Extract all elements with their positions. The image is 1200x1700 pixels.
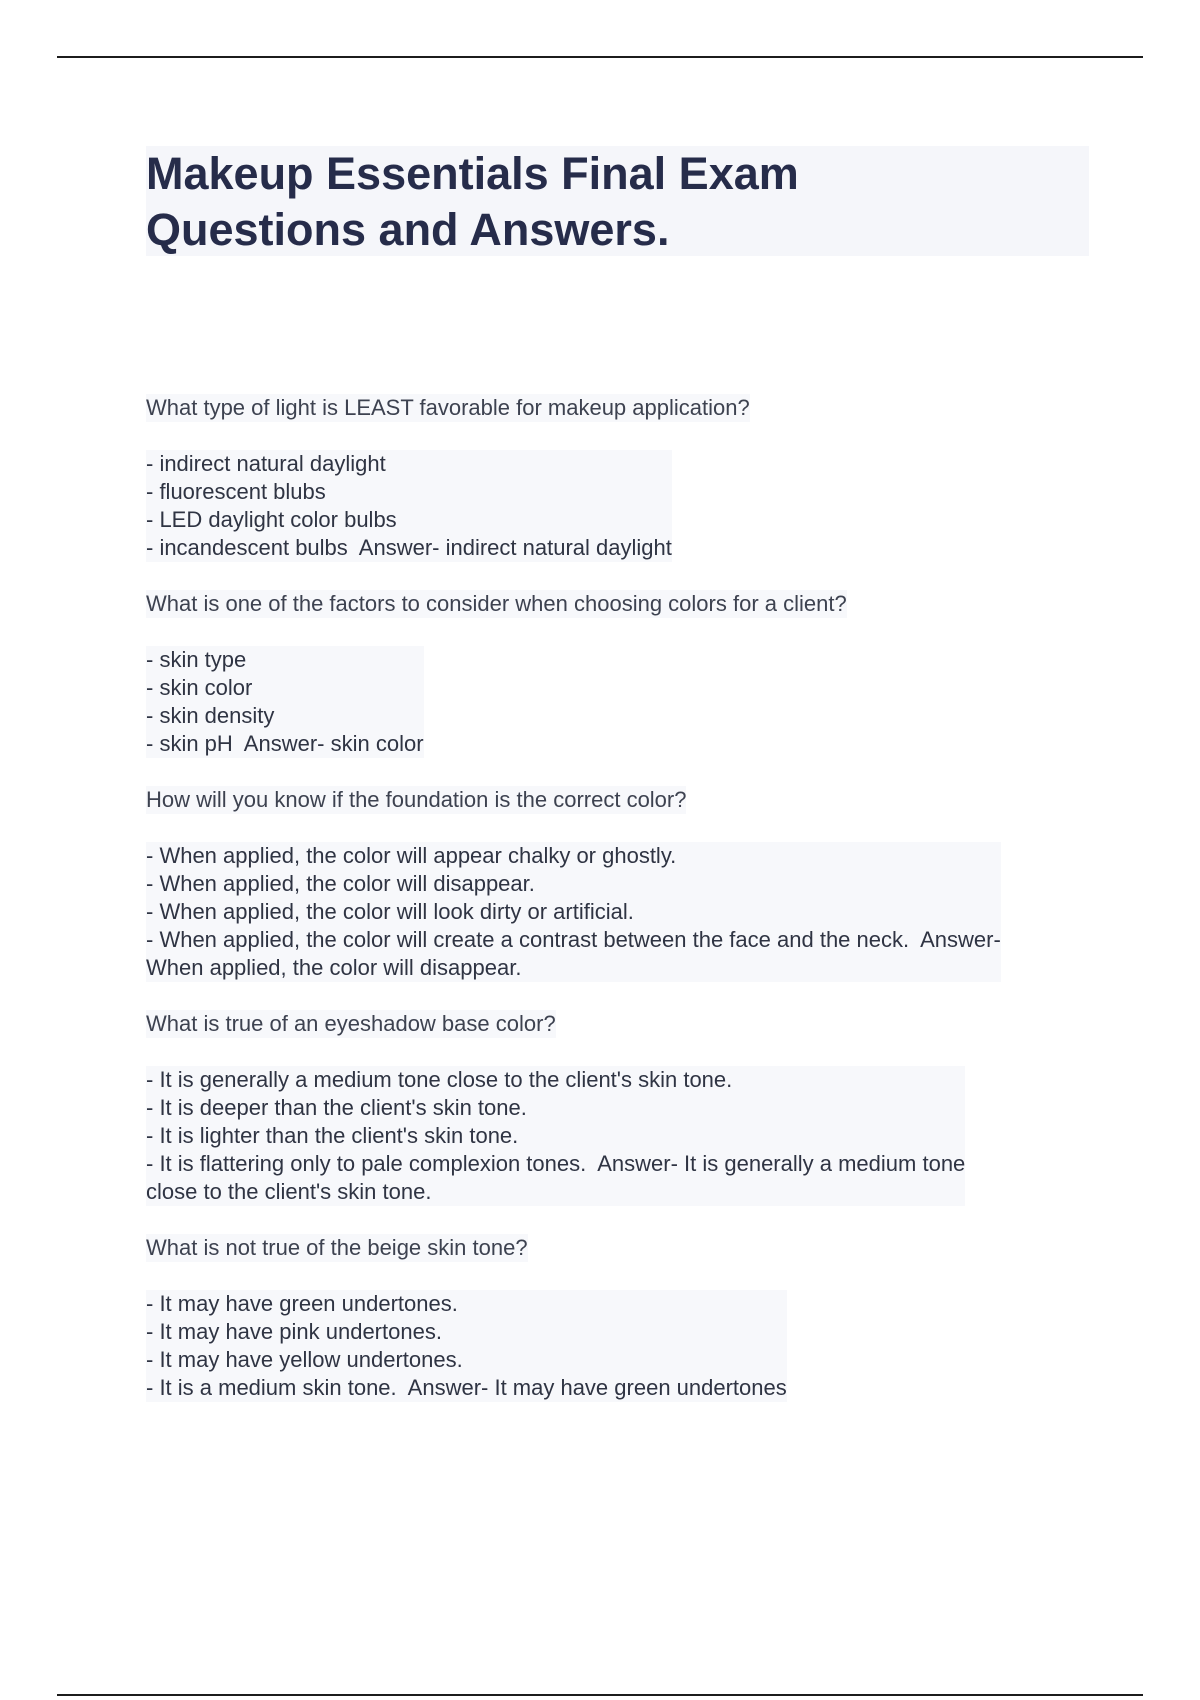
- question-text: What type of light is LEAST favorable for makeup application?: [146, 395, 750, 420]
- question-text: What is true of an eyeshadow base color?: [146, 1011, 556, 1036]
- question-text: What is one of the factors to consider when choosing colors for a client?: [146, 591, 847, 616]
- answer-options: [146, 842, 1001, 982]
- qa-item-4: [146, 1010, 1089, 1206]
- option-line: - It may have green undertones.: [146, 1291, 458, 1316]
- option-line: - incandescent bulbs Answer- indirect natural daylight: [146, 535, 672, 560]
- qa-item-3: [146, 786, 1089, 982]
- answer-options: [146, 450, 672, 562]
- option-line: - skin type: [146, 647, 247, 672]
- qa-item-2: [146, 590, 1089, 758]
- option-line: - skin pH Answer- skin color: [146, 731, 424, 756]
- option-line: - skin density: [146, 703, 275, 728]
- option-line: - indirect natural daylight: [146, 451, 386, 476]
- page-title: [146, 146, 1089, 258]
- option-line: - skin color: [146, 675, 253, 700]
- option-line: - It is generally a medium tone close to the client's skin tone.: [146, 1067, 733, 1092]
- option-line: When applied, the color will disappear.: [146, 955, 522, 980]
- option-line: - When applied, the color will appear chalky or ghostly.: [146, 843, 677, 868]
- top-divider: [57, 56, 1143, 58]
- bottom-divider: [57, 1694, 1143, 1696]
- question-text: What is not true of the beige skin tone?: [146, 1235, 528, 1260]
- title-line-1: Makeup Essentials Final Exam: [146, 148, 799, 199]
- option-line: - LED daylight color bulbs: [146, 507, 397, 532]
- answer-options: [146, 1290, 787, 1402]
- option-line: - When applied, the color will create a contrast between the face and the neck. Answer-: [146, 927, 1001, 952]
- option-line: - It is flattering only to pale complexion tones. Answer- It is generally a medium tone: [146, 1151, 966, 1176]
- option-line: close to the client's skin tone.: [146, 1179, 432, 1204]
- title-block: [146, 146, 1089, 256]
- answer-options: [146, 1066, 965, 1206]
- option-line: - fluorescent blubs: [146, 479, 326, 504]
- option-line: - It is a medium skin tone. Answer- It may have green undertones: [146, 1375, 787, 1400]
- option-line: - When applied, the color will disappear.: [146, 871, 535, 896]
- option-line: - It is lighter than the client's skin tone.: [146, 1123, 519, 1148]
- question-text: How will you know if the foundation is the correct color?: [146, 787, 687, 812]
- option-line: - When applied, the color will look dirty or artificial.: [146, 899, 634, 924]
- answer-options: [146, 646, 424, 758]
- qa-item-5: [146, 1234, 1089, 1402]
- option-line: - It is deeper than the client's skin tone.: [146, 1095, 527, 1120]
- qa-content: [146, 394, 1089, 1430]
- qa-item-1: [146, 394, 1089, 562]
- option-line: - It may have yellow undertones.: [146, 1347, 463, 1372]
- option-line: - It may have pink undertones.: [146, 1319, 442, 1344]
- title-line-2: Questions and Answers.: [146, 204, 670, 255]
